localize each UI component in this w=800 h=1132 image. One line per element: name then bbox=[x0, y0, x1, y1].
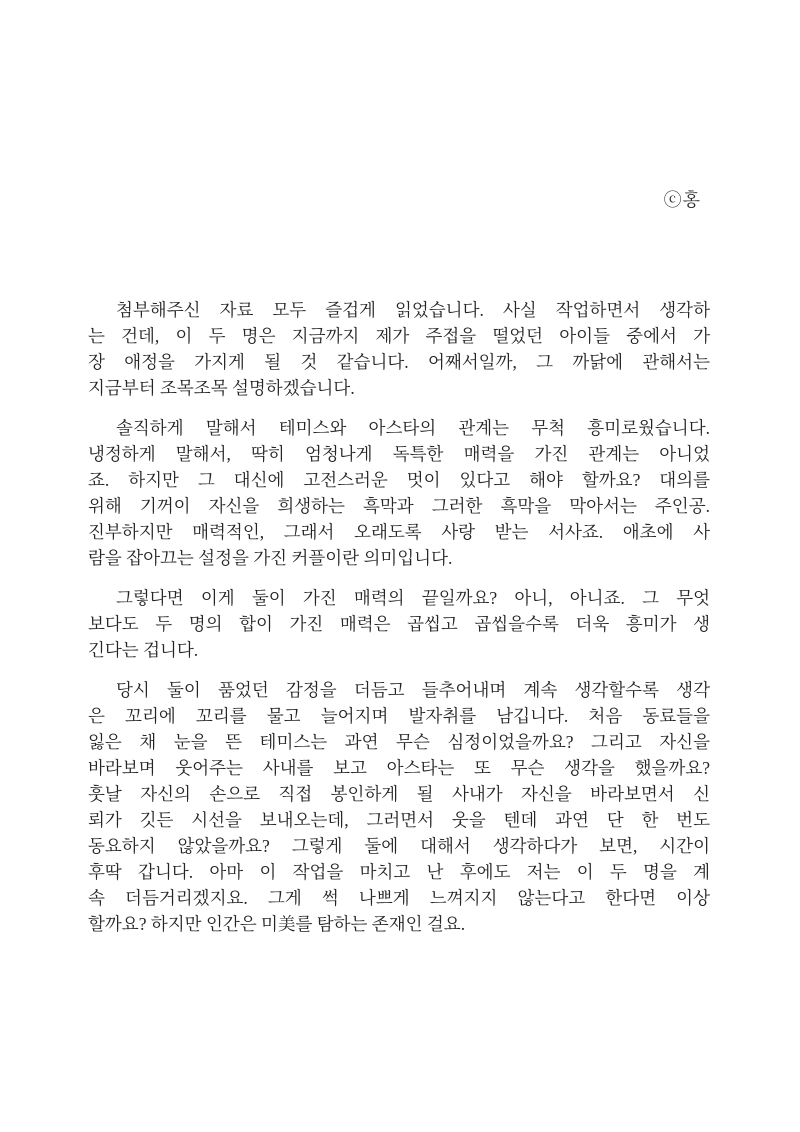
text-line: 당시 둘이 품었던 감정을 더듬고 들추어내며 계속 생각할수록 생각 bbox=[116, 680, 710, 700]
text-line: 바라보며 웃어주는 사내를 보고 아스타는 또 무슨 생각을 했을까요? bbox=[88, 758, 710, 778]
text-line: 죠. 하지만 그 대신에 고전스러운 멋이 있다고 해야 할까요? 대의를 bbox=[88, 470, 710, 490]
text-line: 동요하지 않았을까요? 그렇게 둘에 대해서 생각하다가 보면, 시간이 bbox=[88, 836, 710, 856]
document-body bbox=[88, 297, 710, 937]
text-line: 뢰가 깃든 시선을 보내오는데, 그러면서 웃을 텐데 과연 단 한 번도 bbox=[88, 810, 710, 830]
text-line: 장 애정을 가지게 될 것 같습니다. 어째서일까, 그 까닭에 관해서는 bbox=[88, 352, 710, 372]
text-line: 위해 기꺼이 자신을 희생하는 흑막과 그러한 흑막을 막아서는 주인공. bbox=[88, 496, 710, 516]
text-line: 보다도 두 명의 합이 가진 매력은 곱씹고 곱씹을수록 더욱 흥미가 생 bbox=[88, 614, 710, 634]
text-line: 은 꼬리에 꼬리를 물고 늘어지며 발자취를 남깁니다. 처음 동료들을 bbox=[88, 706, 710, 726]
paragraph bbox=[88, 415, 710, 571]
text-line: 첨부해주신 자료 모두 즐겁게 읽었습니다. 사실 작업하면서 생각하 bbox=[116, 300, 710, 320]
text-line: 는 건데, 이 두 명은 지금까지 제가 주접을 떨었던 아이들 중에서 가 bbox=[88, 326, 710, 346]
text-line: 그렇다면 이게 둘이 가진 매력의 끝일까요? 아니, 아니죠. 그 무엇 bbox=[116, 588, 710, 608]
text-line: 할까요? 하지만 인간은 미美를 탐하는 존재인 걸요. bbox=[88, 914, 466, 934]
text-line: 솔직하게 말해서 테미스와 아스타의 관계는 무척 흥미로웠습니다. bbox=[116, 418, 710, 438]
text-line: 냉정하게 말해서, 딱히 엄청나게 독특한 매력을 가진 관계는 아니었 bbox=[88, 444, 710, 464]
text-line: 지금부터 조목조목 설명하겠습니다. bbox=[88, 378, 355, 398]
paragraph bbox=[88, 297, 710, 401]
text-line: 잃은 채 눈을 뜬 테미스는 과연 무슨 심정이었을까요? 그리고 자신을 bbox=[88, 732, 710, 752]
paragraph bbox=[88, 677, 710, 937]
text-line: 훗날 자신의 손으로 직접 봉인하게 될 사내가 자신을 바라보면서 신 bbox=[88, 784, 710, 804]
text-line: 진부하지만 매력적인, 그래서 오래도록 사랑 받는 서사죠. 애초에 사 bbox=[88, 522, 710, 542]
copyright-notice: ⓒ홍 bbox=[663, 190, 701, 210]
text-line: 후딱 갑니다. 아마 이 작업을 마치고 난 후에도 저는 이 두 명을 계 bbox=[88, 862, 710, 882]
text-line: 긴다는 겁니다. bbox=[88, 640, 199, 660]
text-line: 람을 잡아끄는 설정을 가진 커플이란 의미입니다. bbox=[88, 548, 453, 568]
text-line: 속 더듬거리겠지요. 그게 썩 나쁘게 느껴지지 않는다고 한다면 이상 bbox=[88, 888, 710, 908]
paragraph bbox=[88, 585, 710, 663]
